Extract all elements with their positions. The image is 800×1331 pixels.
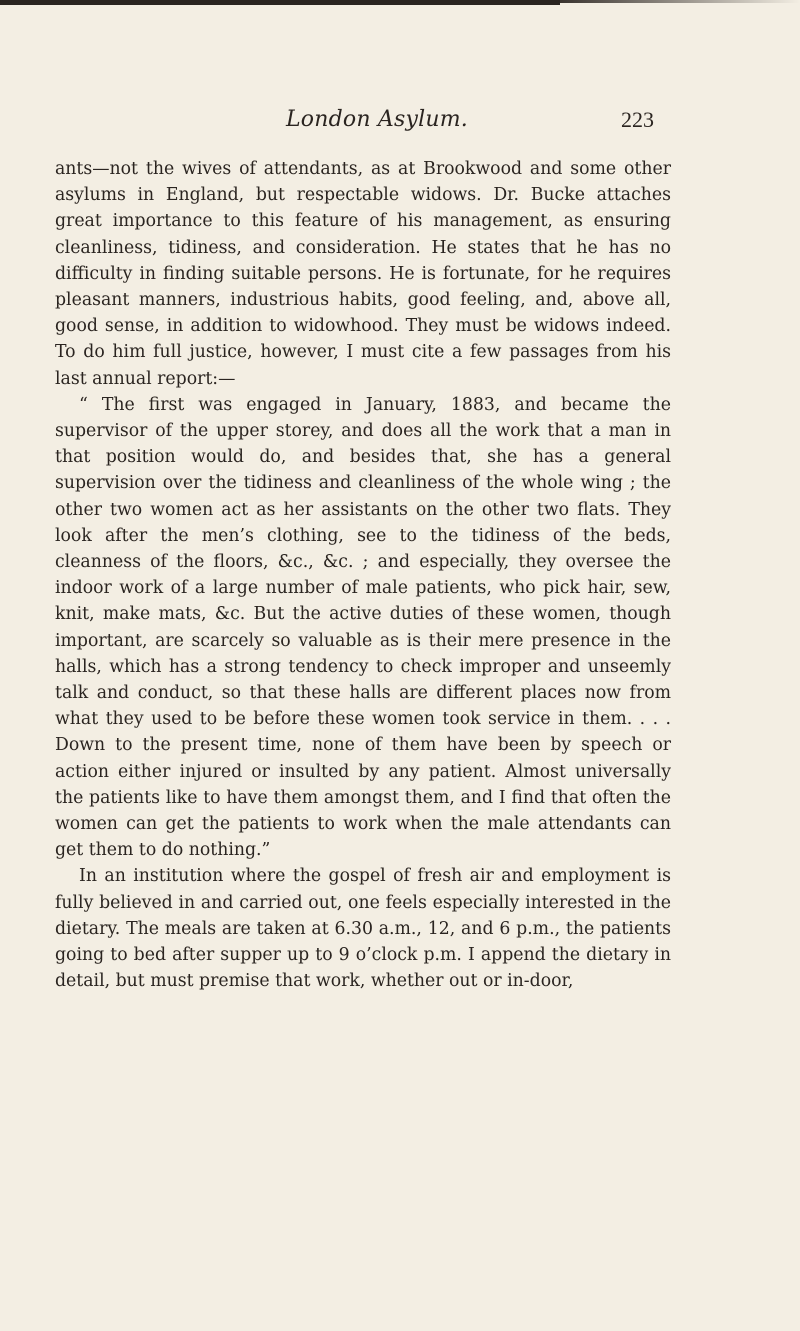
paragraph-continuation: ants—not the wives of attendants, as at Brookwood and some other asylums in England, but respectable widows. Dr. Bucke attaches great importance to this feature of his management, as ensuring cleanliness, tidiness, and consideration. He states that he has no difficulty in finding suitable persons. He is fortunate, for he requires pleasant manners, industrious habits, good feeling, and, above all, good sense, in addition to widowhood. They must be widows indeed. To do him full justice, however, I must cite a few passages from his last annual report:— (55, 159, 671, 389)
paragraph-quotation: “ The first was engaged in January, 1883, and became the supervisor of the upper storey, and does all the work that a man in that position would do, and besides that, she has a general supervision over the tidiness and cleanliness of the whole wing ; the other two women act as her assistants on the other two flats. They look after the men’s clothing, see to the tidiness of the beds, cleanness of the floors, &c., &c. ; and especially, they oversee the indoor work of a large number of male patients, who pick hair, sew, knit, make mats, &c. But the active duties of these women, though important, are scarcely so valuable as is their mere presence in the halls, which has a strong tendency to check improper and unseemly talk and conduct, so that these halls are different places now from what they used to be before these women took service in them. . . . Down to the present time, none of them have been by speech or action either injured or insulted by any patient. Almost universally the patients like to have them amongst them, and I find that often the women can get the patients to work when the male attendants can get them to do nothing.” (55, 394, 671, 861)
top-rule (0, 0, 560, 5)
page-number: 223 (621, 107, 654, 132)
paragraph-dietary: In an institution where the gospel of fresh air and employment is fully believed in and carried out, one feels especially interested in the dietary. The meals are taken at 6.30 a.m., 12, and 6 p.m., the patients going to bed after supper up to 9 o’clock p.m. I append the dietary in detail, but must premise that work, whether out or in-door, (55, 866, 671, 992)
top-rule-fade (540, 0, 800, 3)
body-text (55, 156, 671, 995)
running-head: London Asylum. (286, 107, 468, 132)
